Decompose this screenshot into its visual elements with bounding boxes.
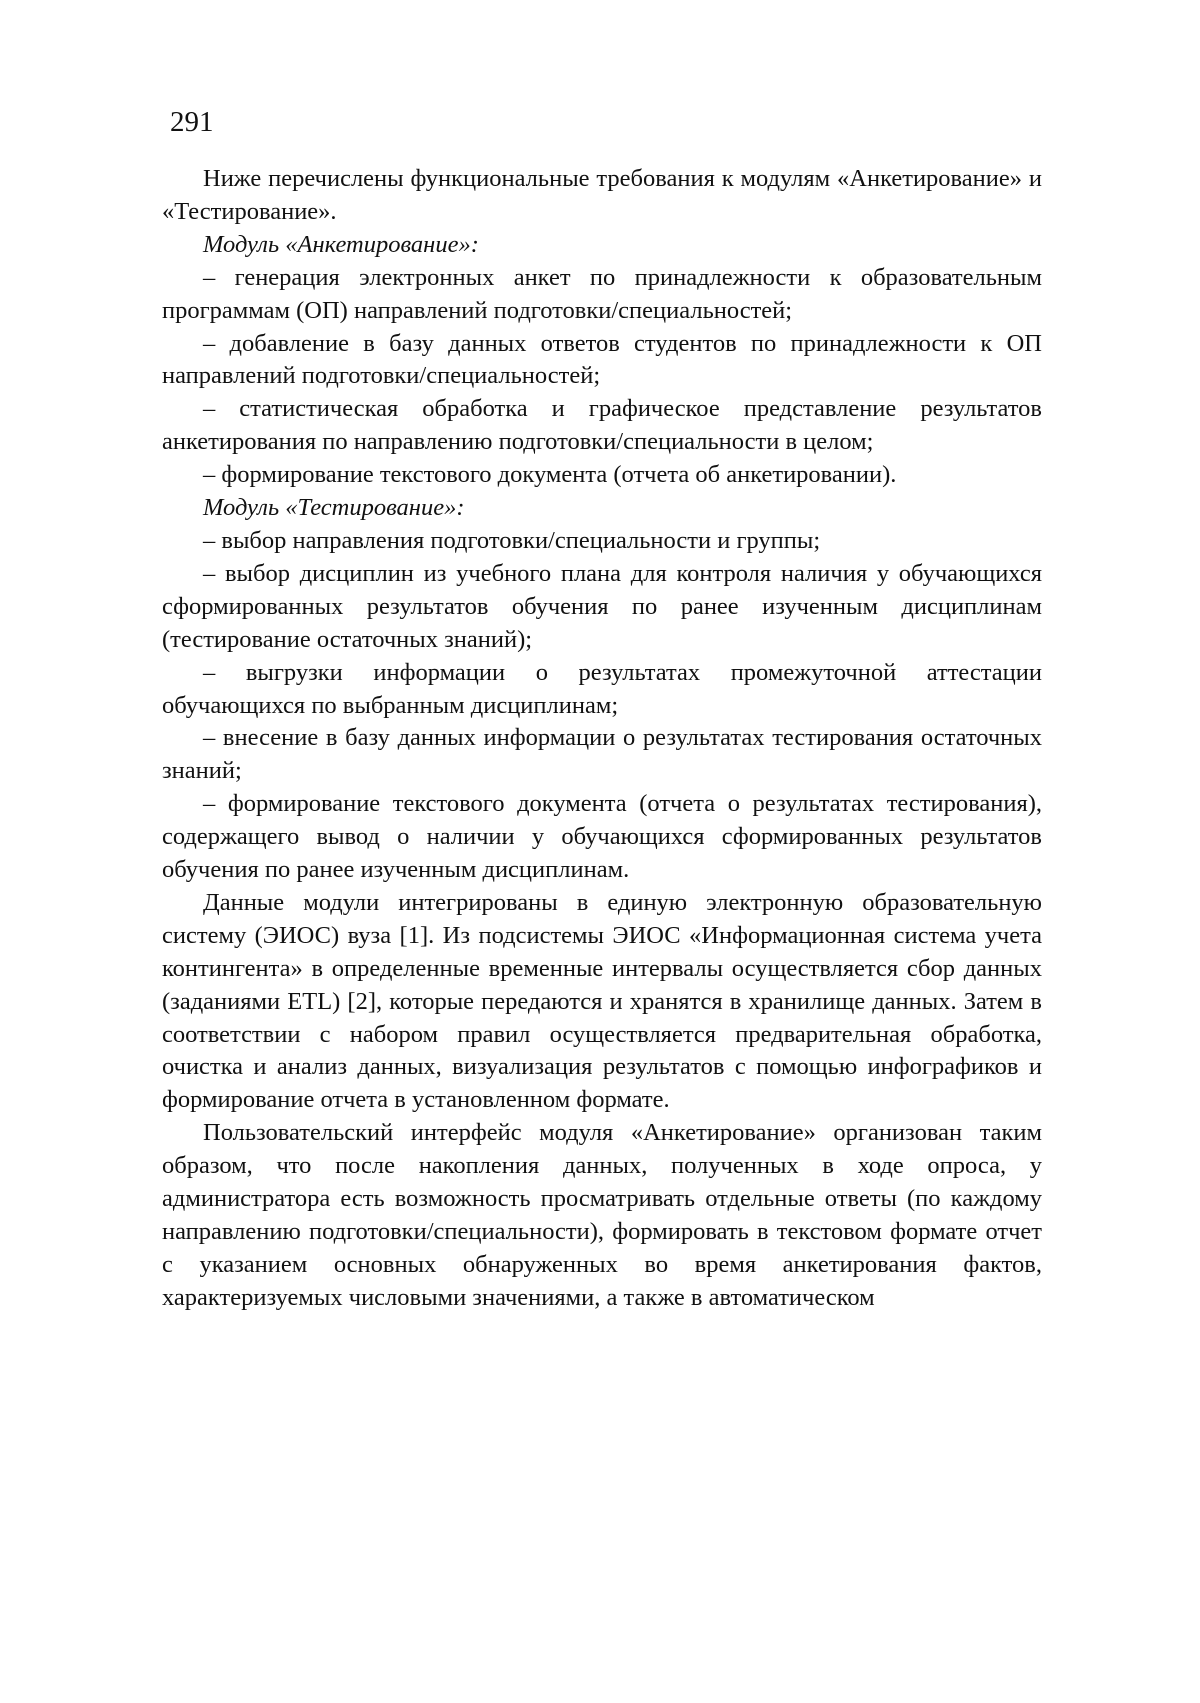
intro-paragraph: Ниже перечислены функциональные требования к модулям «Анкетирование» и «Тестирование». <box>162 165 1042 225</box>
list-item: – добавление в базу данных ответов студентов по принадлежности к ОП направлений подготовки/специальностей; <box>162 329 1042 390</box>
list-item: – генерация электронных анкет по принадлежности к образовательным программам (ОП) направлений подготовки/специальностей; <box>162 263 1042 324</box>
list-item: – статистическая обработка и графическое представление результатов анкетирования по направлению подготовки/специальности в целом; <box>162 395 1042 456</box>
list-item: – выбор направления подготовки/специальности и группы; <box>203 526 821 554</box>
list-item: – формирование текстового документа (отчета об анкетировании). <box>203 461 897 489</box>
section-heading-survey: Модуль «Анкетирование»: <box>203 230 479 258</box>
body-text <box>162 163 1042 1315</box>
page-number: 291 <box>170 106 214 138</box>
list-item: – выгрузки информации о результатах промежуточной аттестации обучающихся по выбранным дисциплинам; <box>162 658 1042 719</box>
section-heading-testing: Модуль «Тестирование»: <box>203 494 465 522</box>
body-paragraph: Данные модули интегрированы в единую электронную образовательную систему (ЭИОС) вуза [1]. Из подсистемы ЭИОС «Информационная система учета контингента» в определенные временные интервалы осуществляется сбор данных (заданиями ETL) [2], которые передаются и хранятся в хранилище данных. Затем в соответствии с набором правил осуществляется предварительная обработка, очистка и анализ данных, визуализация результатов с помощью инфографиков и формирование отчета в установленном формате. <box>162 888 1042 1114</box>
list-item: – внесение в базу данных информации о результатах тестирования остаточных знаний; <box>162 724 1042 785</box>
list-item: – формирование текстового документа (отчета о результатах тестирования), содержащего вывод о наличии у обучающихся сформированных результатов обучения по ранее изученным дисциплинам. <box>162 790 1042 884</box>
list-item: – выбор дисциплин из учебного плана для контроля наличия у обучающихся сформированных результатов обучения по ранее изученным дисциплинам (тестирование остаточных знаний); <box>162 559 1042 653</box>
body-paragraph: Пользовательский интерфейс модуля «Анкетирование» организован таким образом, что после накопления данных, полученных в ходе опроса, у администратора есть возможность просматривать отдельные ответы (по каждому направлению подготовки/специальности), формировать в текстовом формате отчет с указанием основных обнаруженных во время анкетирования фактов, характеризуемых числовыми значениями, а также в автоматическом <box>162 1119 1042 1311</box>
